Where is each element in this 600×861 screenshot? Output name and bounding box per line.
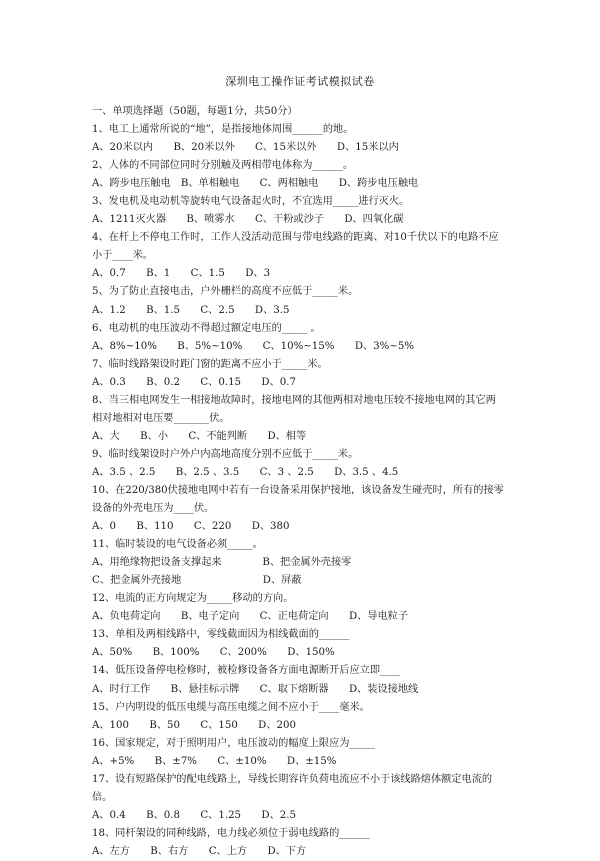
question-options: A、0.4 B、0.8 C、1.25 D、2.5 <box>92 809 296 821</box>
question-text: 14、低压设备停电检修时，被检修设备各方面电源断开后应立即____ <box>92 665 401 677</box>
question-text: 11、临时装设的电气设备必须_____。 <box>92 539 263 551</box>
question-text: 12、电流的正方向规定为_____移动的方向。 <box>92 593 294 605</box>
question-text: 6、电动机的电压波动不得超过额定电压的_____ 。 <box>92 322 321 334</box>
question-text: 3、发电机及电动机等旋转电气设备起火时，不宜选用_____进行灭火。 <box>92 196 410 208</box>
page-title: 深圳电工操作证考试模拟试卷 <box>225 75 375 88</box>
question-options: A、时行工作 B、悬挂标示牌 C、取下熔断器 D、装设接地线 <box>92 683 419 695</box>
question-text: 相对地相对电压要_______伏。 <box>92 412 230 424</box>
question-text: 15、户内明设的低压电缆与高压电缆之间不应小于____毫米。 <box>92 701 370 713</box>
question-text: 设备的外壳电压为____伏。 <box>92 503 215 515</box>
question-options: A、20米以内 B、20米以外 C、15米以外 D、15米以内 <box>92 142 399 154</box>
question-options: A、100 B、50 C、150 D、200 <box>92 719 296 731</box>
question-text: 17、设有短路保护的配电线路上，导线长期容许负荷电流应不小于该线路熔体额定电流的 <box>92 773 493 785</box>
question-text: 13、单相及两相线路中，零线截面因为相线截面的______ <box>92 629 350 641</box>
question-options: A、负电荷定向 B、电子定向 C、正电荷定向 D、导电粒子 <box>92 611 409 623</box>
question-options: A、大 B、小 C、不能判断 D、相等 <box>92 430 307 442</box>
question-text: 18、同杆架设的同种线路，电力线必须位于弱电线路的______ <box>92 827 370 839</box>
question-text: 小于____米。 <box>92 250 154 262</box>
question-options: C、把金属外壳接地 D、屏蔽 <box>92 575 302 587</box>
question-text: 16、国家规定，对于照明用户，电压波动的幅度上限应为_____ <box>92 737 375 749</box>
question-options: A、跨步电压触电 B、单相触电 C、两相触电 D、跨步电压触电 <box>92 178 419 190</box>
question-text: 10、在220/380伏接地电网中若有一台设备采用保护接地，该设备发生碰壳时，所有的接零 <box>92 484 504 496</box>
question-options: A、0.3 B、0.2 C、0.15 D、0.7 <box>92 376 296 388</box>
question-options: A、8%~10% B、5%~10% C、10%~15% D、3%~5% <box>92 340 415 352</box>
question-text: 4、在杆上不停电工作时，工作人没活动范围与带电线路的距离、对10千伏以下的电路不应 <box>92 232 499 244</box>
question-options: A、1.2 B、1.5 C、2.5 D、3.5 <box>92 304 290 316</box>
question-text: 2、人体的不同部位同时分别触及两相带电体称为______。 <box>92 160 354 172</box>
question-text: 9、临时线架设时户外户内高地高度分别不应低于_____米。 <box>92 448 359 460</box>
question-options: A、3.5 、2.5 B、2.5 、3.5 C、3 、2.5 D、3.5 、4.5 <box>92 466 399 478</box>
question-text: 5、为了防止直接电击，户外栅栏的高度不应低于_____米。 <box>92 286 359 298</box>
question-options: A、1211灭火器 B、喷雾水 C、干粉或沙子 D、四氧化碳 <box>92 214 404 226</box>
section-heading: 一、单项选择题（50题，每题1分，共50分） <box>92 106 298 117</box>
question-options: A、左方 B、右方 C、上方 D、下方 <box>92 845 307 857</box>
question-text: 7、临时线路架设时距门窗的距离不应小于_____米。 <box>92 358 328 370</box>
question-options: A、50% B、100% C、200% D、150% <box>92 647 335 659</box>
question-list <box>92 103 522 861</box>
question-text: 倍。 <box>92 791 113 803</box>
question-options: A、0 B、110 C、220 D、380 <box>92 521 290 533</box>
question-text: 1、电工上通常所说的“地”，是指接地体周围______的地。 <box>92 124 354 136</box>
question-options: A、用绝缘物把设备支撑起来 B、把金属外壳接零 <box>92 557 352 569</box>
question-options: A、+5% B、±7% C、±10% D、±15% <box>92 755 337 767</box>
question-text: 8、当三相电网发生一相接地故障时，接地电网的其他两相对地电压较不接地电网的其它两 <box>92 394 496 406</box>
question-options: A、0.7 B、1 C、1.5 D、3 <box>92 268 271 280</box>
